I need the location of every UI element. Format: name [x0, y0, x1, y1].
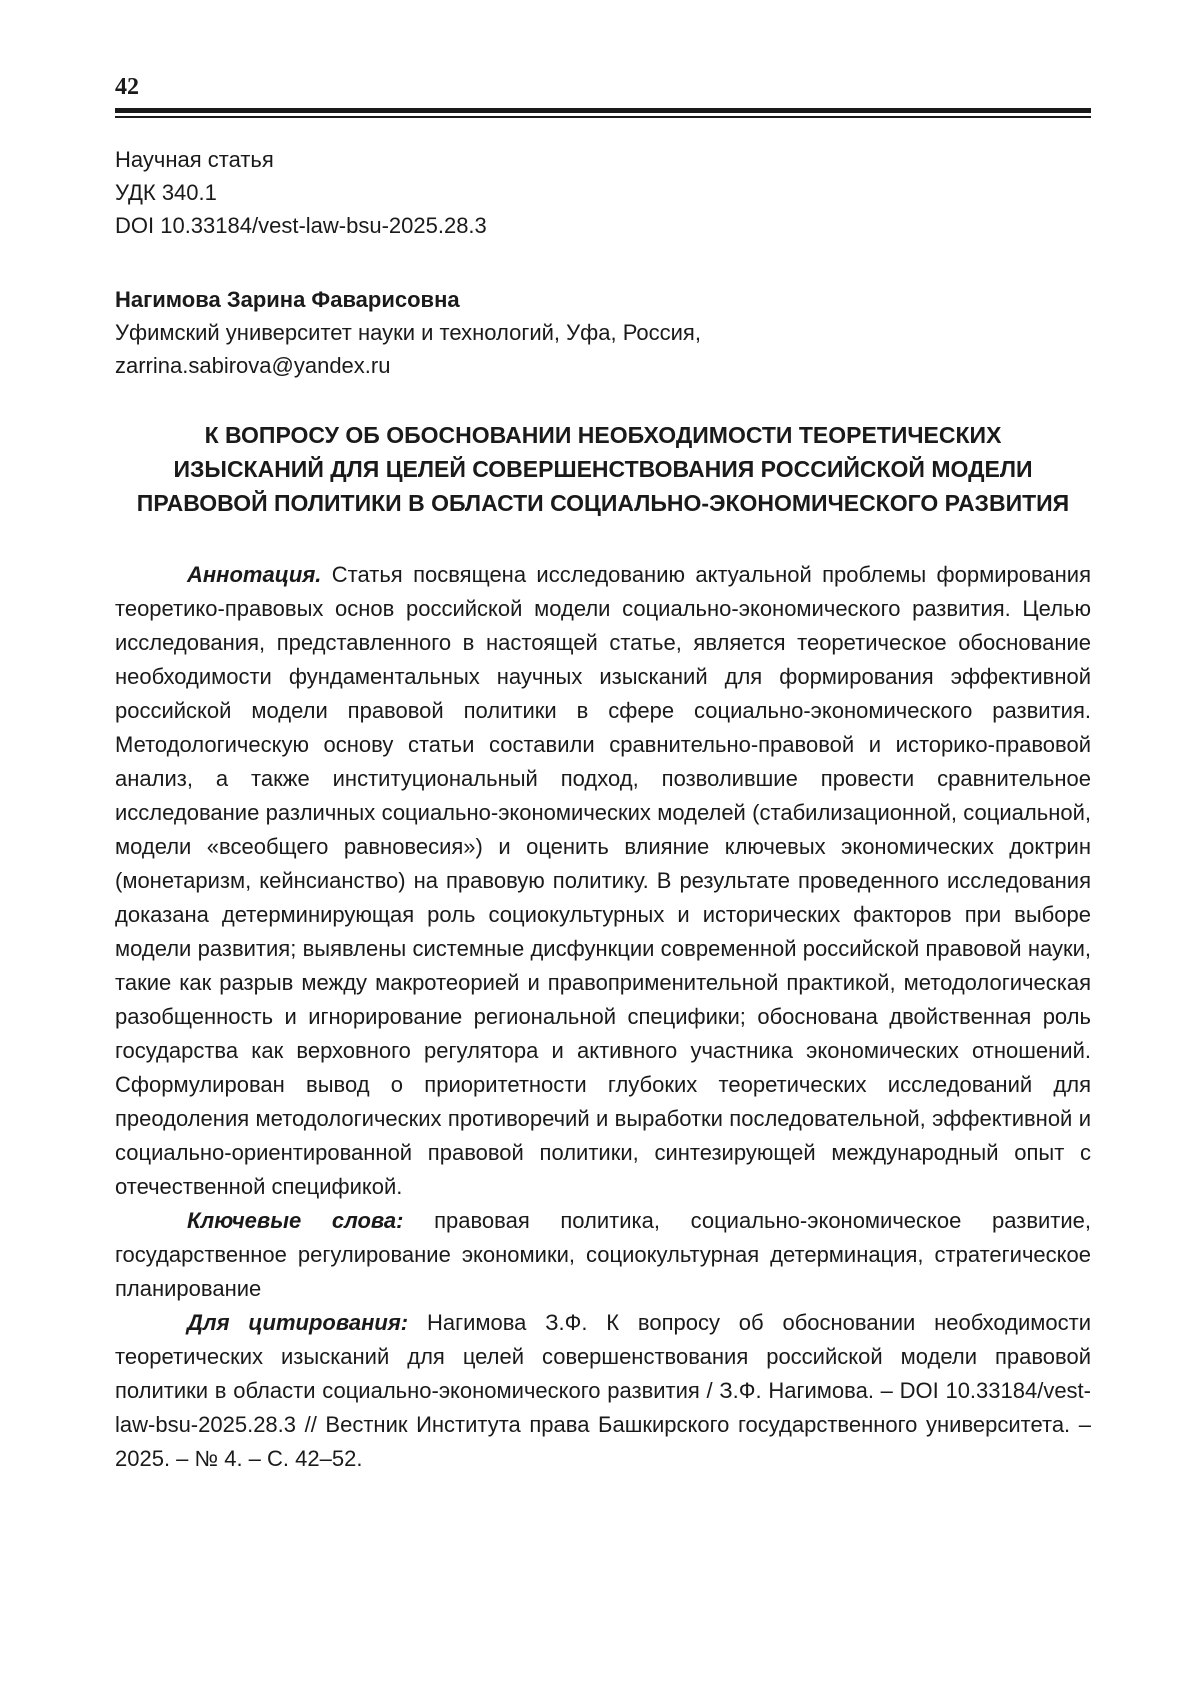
article-meta — [115, 143, 487, 242]
author-email: zarrina.sabirova@yandex.ru — [115, 353, 391, 378]
citation-text: Нагимова З.Ф. К вопросу об обосновании необходимости теоретических изысканий для целей совершенствования российской модели правовой политики в области социально-экономического развития / З.Ф. Нагимова. – DOI 10.33184/vest-law-bsu-2025.28.3 // Вестник Института права Башкирского государственного университета. – 2025. – № 4. – С. 42–52. — [115, 1310, 1091, 1471]
header-rule-thick — [115, 108, 1091, 113]
abstract-label: Аннотация. — [187, 562, 322, 587]
keywords-label: Ключевые слова: — [187, 1208, 404, 1233]
abstract-paragraph — [115, 558, 1091, 1204]
author-name: Нагимова Зарина Фаварисовна — [115, 287, 460, 312]
article-body — [115, 558, 1091, 1476]
title-line: К ВОПРОСУ ОБ ОБОСНОВАНИИ НЕОБХОДИМОСТИ ТЕОРЕТИЧЕСКИХ — [204, 422, 1002, 448]
author-affiliation: Уфимский университет науки и технологий, Уфа, Россия, — [115, 320, 701, 345]
title-line: ИЗЫСКАНИЙ ДЛЯ ЦЕЛЕЙ СОВЕРШЕНСТВОВАНИЯ РОССИЙСКОЙ МОДЕЛИ — [173, 456, 1033, 482]
article-title — [115, 418, 1091, 520]
udk-code: УДК 340.1 — [115, 180, 217, 205]
citation-paragraph — [115, 1306, 1091, 1476]
keywords-text: правовая политика, социально-экономическое развитие, государственное регулирование экономики, социокультурная детерминация, стратегическое планирование — [115, 1208, 1092, 1301]
header-rule-thin — [115, 116, 1091, 118]
abstract-text: Статья посвящена исследованию актуальной проблемы формирования теоретико-правовых основ российской модели социально-экономического развития. Целью исследования, представленного в настоящей статье, является теоретическое обоснование необходимости фундаментальных научных изысканий для формирования эффективной российской модели правовой политики в сфере социально-экономического развития. Методологическую основу статьи составили сравнительно-правовой и историко-правовой анализ, а также институциональный подход, позволившие провести сравнительное исследование различных социально-экономических моделей (стабилизационной, социальной, модели «всеобщего равновесия») и оценить влияние ключевых экономических доктрин (монетаризм, кейнсианство) на правовую политику. В результате проведенного исследования доказана детерминирующая роль социокультурных и исторических факторов при выборе модели развития; выявлены системные дисфункции современной российской правовой науки, такие как разрыв между макротеорией и правоприменительной практикой, методологическая разобщенность и игнорирование региональной специфики; обоснована двойственная роль государства как верховного регулятора и активного участника экономических отношений. Сформулирован вывод о приоритетности глубоких теоретических исследований для преодоления методологических противоречий и выработки последовательной, эффективной и социально-ориентированной правовой политики, синтезирующей международный опыт с отечественной спецификой. — [115, 562, 1091, 1199]
article-type: Научная статья — [115, 147, 274, 172]
doi: DOI 10.33184/vest-law-bsu-2025.28.3 — [115, 213, 487, 238]
keywords-paragraph — [115, 1204, 1091, 1306]
author-block — [115, 283, 701, 382]
citation-label: Для цитирования: — [187, 1310, 409, 1335]
title-line: ПРАВОВОЙ ПОЛИТИКИ В ОБЛАСТИ СОЦИАЛЬНО-ЭКОНОМИЧЕСКОГО РАЗВИТИЯ — [136, 490, 1070, 516]
page-number: 42 — [115, 74, 139, 100]
